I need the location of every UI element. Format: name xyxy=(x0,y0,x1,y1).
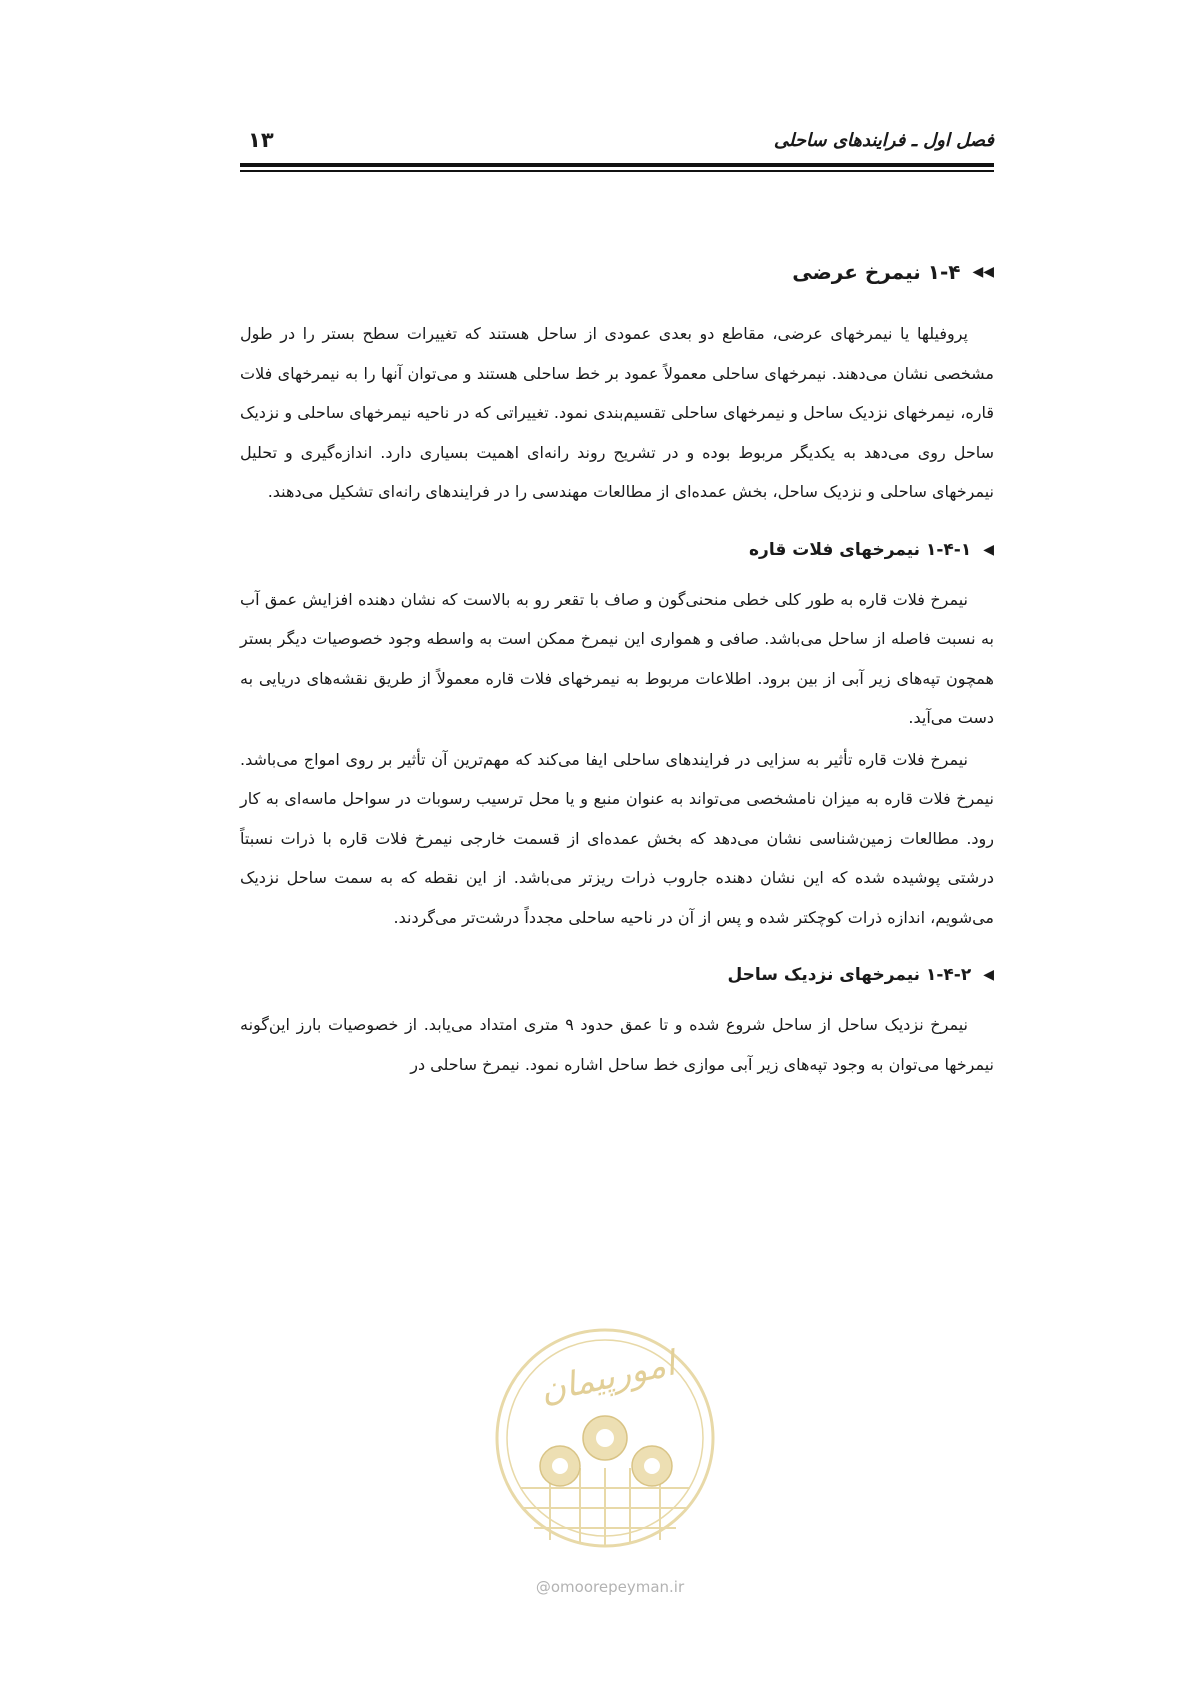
triangle-icon: ◀ xyxy=(983,967,994,983)
header-rule-thick xyxy=(240,163,994,167)
watermark-logo xyxy=(490,1318,720,1578)
section-heading-text: ۱-۴ نیمرخ عرضی xyxy=(792,260,961,284)
page-number: ۱۳ xyxy=(248,128,274,152)
running-header xyxy=(240,124,994,164)
subsection-heading-1-text: ۱-۴-۱ نیمرخهای فلات قاره xyxy=(749,539,972,560)
page-body xyxy=(240,250,994,1084)
subsection-1-paragraph-1: نیمرخ فلات قاره به طور کلی خطی منحنی‌گون و صاف با تقعر رو به بالاست که نشان دهنده افزایش عمق آب به نسبت فاصله از ساحل می‌باشد. صافی و همواری این نیمرخ ممکن است به واسطه وجود خصوصیات دیگر بستر همچون تپه‌های زیر آبی از بین برود. اطلاعات مربوط به نیمرخهای فلات قاره معمولاً از طریق نقشه‌های دریایی به دست می‌آید. xyxy=(240,589,994,727)
watermark-url: @omoorepeyman.ir xyxy=(535,1578,685,1596)
intro-paragraph: پروفیلها یا نیمرخهای عرضی، مقاطع دو بعدی عمودی از ساحل هستند که تغییرات سطح بستر را در طول مشخصی نشان می‌دهند. نیمرخهای ساحلی معمولاً عمود بر خط ساحلی هستند و می‌توان آنها را به نیمرخهای فلات قاره، نیمرخهای نزدیک ساحل و نیمرخهای ساحلی تقسیم‌بندی نمود. تغییراتی که در ناحیه نیمرخهای ساحلی و نزدیک ساحل روی می‌دهد به یکدیگر مربوط بوده و در تشریح روند رانه‌ای اهمیت بسیاری دارد. اندازه‌گیری و تحلیل نیمرخهای ساحلی و نزدیک ساحل، بخش عمده‌ای از مطالعات مهندسی را در فرایندهای رانه‌ای تشکیل می‌دهند. xyxy=(240,324,994,501)
subsection-heading-2 xyxy=(240,955,994,995)
subsection-heading-2-text: ۱-۴-۲ نیمرخهای نزدیک ساحل xyxy=(727,965,972,985)
subsection-2-paragraph: نیمرخ نزدیک ساحل از ساحل شروع شده و تا عمق حدود ۹ متری امتداد می‌یابد. از خصوصیات بارز این‌گونه نیمرخها می‌توان به وجود تپه‌های زیر آبی موازی خط ساحل اشاره نمود. نیمرخ ساحلی در xyxy=(240,1015,994,1074)
chapter-title: فصل اول ـ فرایندهای ساحلی xyxy=(773,130,994,151)
double-triangle-icon: ◀◀ xyxy=(972,264,994,280)
section-heading xyxy=(240,250,994,294)
subsection-heading-1 xyxy=(240,530,994,570)
header-rule-thin xyxy=(240,170,994,172)
subsection-1-paragraph-2: نیمرخ فلات قاره تأثیر به سزایی در فرایندهای ساحلی ایفا می‌کند که مهم‌ترین آن تأثیر بر روی امواج می‌باشد. نیمرخ فلات قاره به میزان نامشخصی می‌تواند به عنوان منبع و یا محل ترسیب رسوبات در سواحل ماسه‌ای به کار رود. مطالعات زمین‌شناسی نشان می‌دهد که بخش عمده‌ای از قسمت خارجی نیمرخ فلات قاره با ذرات نسبتاً درشتی پوشیده شده که این نشان دهنده جاروب ذرات ریزتر می‌باشد. از این نقطه که به سمت ساحل نزدیک می‌شویم، اندازه ذرات کوچکتر شده و پس از آن در ناحیه ساحلی مجدداً درشت‌تر می‌گردند. xyxy=(240,749,994,927)
watermark-logo-text: امورپیمان xyxy=(536,1343,679,1411)
triangle-icon: ◀ xyxy=(983,541,994,558)
